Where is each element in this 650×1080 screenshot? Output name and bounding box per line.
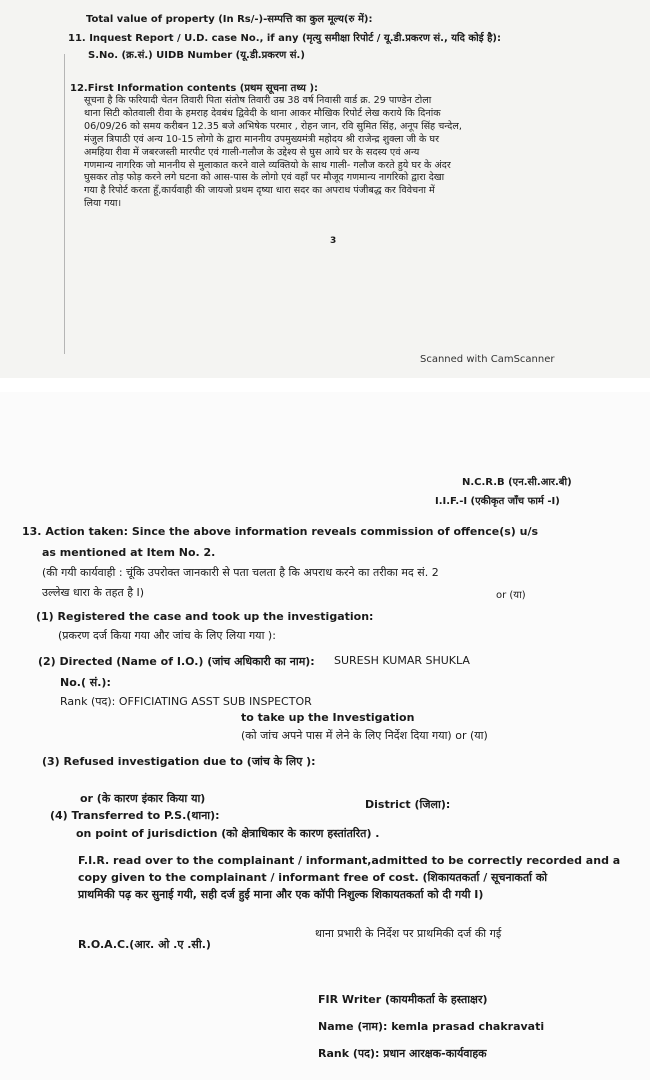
refused-reason: or (के कारण इंकार किया या) xyxy=(80,792,206,805)
fir-writer-rank: Rank (पद): प्रधान आरक्षक-कार्यवाहक xyxy=(318,1047,487,1060)
fir-read-statement xyxy=(78,852,620,903)
roac-label: R.O.A.C.(आर. ओ .ए .सी.) xyxy=(78,938,211,951)
iif-header: I.I.F.-I (एकीकृत जाँच फार्म -I) xyxy=(435,496,560,507)
text-line: मंजुल त्रिपाठी एवं अन्य 10-15 लोगो के द्वारा माननीय उपमुख्यमंत्री महोदय श्री राजेन्द्र शुक्ला जी के घर xyxy=(84,133,440,145)
page-number: 3 xyxy=(330,236,337,246)
jurisdiction-label: on point of jurisdiction (को क्षेत्राधिकार के कारण हस्तांतरित) . xyxy=(76,827,380,840)
take-up-investigation-hindi: (को जांच अपने पास में लेने के लिए निर्देश दिया गया) or (या) xyxy=(241,729,488,742)
action-taken-line2: as mentioned at Item No. 2. xyxy=(42,546,216,559)
take-up-investigation: to take up the Investigation xyxy=(241,711,415,724)
text-line: सूचना है कि फरियादी चेतन तिवारी पिता संतोष तिवारी उम्र 38 वर्ष निवासी वार्ड क्र. 29 पाण्डेन टोला xyxy=(84,95,432,106)
action-taken-line1: 13. Action taken: Since the above information reveals commission of offence(s) u/s xyxy=(22,525,539,538)
text-line: 06/09/26 को समय करीबन 12.35 बजे अभिषेक परमार , रोहन जान, रवि सुमित सिंह, अनूप सिंह चन्देल, xyxy=(84,120,462,132)
text-line: F.I.R. read over to the complainant / informant,admitted to be correctly recorded and a xyxy=(78,854,621,867)
text-line: प्राथमिकी पढ़ कर सुनाई गयी, सही दर्ज हुई माना और एक कॉपी निशुल्क शिकायतकर्ता को दी गयी I) xyxy=(78,888,484,901)
text-line: गणमान्य नागरिक जो माननीय से मुलाकात करने वाले व्यक्तियो के साथ गाली- गलौज करते हुये घर के अंदर xyxy=(84,159,451,171)
refused-investigation: (3) Refused investigation due to (जांच के लिए ): xyxy=(42,755,316,768)
camscanner-watermark: Scanned with CamScanner xyxy=(420,354,555,365)
first-information-title: 12.First Information contents (प्रथम सूचना तथ्य ): xyxy=(70,83,319,94)
scanned-page-2 xyxy=(0,392,650,1080)
ncrb-header: N.C.R.B (एन.सी.आर.बी) xyxy=(462,477,572,488)
io-name: SURESH KUMAR SHUKLA xyxy=(334,654,470,667)
inquest-report-label: 11. Inquest Report / U.D. case No., if any (मृत्यु समीक्षा रिपोर्ट / यू.डी.प्रकरण सं., यदि कोई है): xyxy=(68,33,501,44)
registered-case-option: (1) Registered the case and took up the investigation: xyxy=(36,610,374,623)
action-taken-hindi2: उल्लेख धारा के तहत है I) xyxy=(42,586,145,599)
page-fold-line xyxy=(64,54,65,354)
text-line: घुसकर तोड़ फोड़ करने लगे घटना को आस-पास के लोगो एवं वहाँ पर मौजूद गणमान्य नागरिको द्वारा देखा xyxy=(84,172,445,184)
action-taken-hindi1: (की गयी कार्यवाही : चूंकि उपरोक्त जानकारी से पता चलता है कि अपराध करने का तरीका मद सं. 2 xyxy=(42,566,439,579)
district-label: District (जिला): xyxy=(365,798,451,811)
scanned-page-1 xyxy=(0,0,650,378)
io-rank: Rank (पद): OFFICIATING ASST SUB INSPECTOR xyxy=(60,695,312,708)
text-line: थाना सिटी कोतवाली रीवा के हमराह देवबंध द्विवेदी के थाना आकर मौखिक रिपोर्ट लेख कराये कि दिनांक xyxy=(84,107,441,119)
total-value-label: Total value of property (In Rs/-)-सम्पत्ति का कुल मूल्य(रु में): xyxy=(86,14,373,25)
directed-io-label: (2) Directed (Name of I.O.) (जांच अधिकारी का नाम): xyxy=(38,655,315,668)
text-line: copy given to the complainant / informant free of cost. (शिकायतकर्ता / सूचनाकर्ता को xyxy=(78,871,548,884)
text-line: लिया गया। xyxy=(84,198,122,210)
fir-writer-signature: FIR Writer (कायमीकर्ता के हस्ताक्षर) xyxy=(318,993,488,1006)
thana-instruction: थाना प्रभारी के निर्देश पर प्राथमिकी दर्ज की गई xyxy=(315,927,502,940)
page-gap xyxy=(0,378,650,392)
text-line: गया है रिपोर्ट करता हूँ,कार्यवाही की जायजो प्रथम दृष्या धारा सदर का अपराध पंजीबद्ध कर विवेचना में xyxy=(84,185,435,197)
uidb-number-label: S.No. (क्र.सं.) UIDB Number (यू.डी.प्रकरण सं.) xyxy=(88,50,305,61)
or-label: or (या) xyxy=(496,590,526,601)
registered-case-hindi: (प्रकरण दर्ज किया गया और जांच के लिए लिया गया ): xyxy=(58,629,276,642)
io-number-label: No.( सं.): xyxy=(60,676,111,689)
text-line: अमहिया रीवा में जबरजस्ती मारपीट एवं गाली-गलौज के उद्देश्य से घुस आये घर के सदस्य एवं अन्य xyxy=(84,146,420,158)
first-information-text xyxy=(84,95,554,211)
transferred-to-ps: (4) Transferred to P.S.(थाना): xyxy=(50,809,220,822)
fir-writer-name: Name (नाम): kemla prasad chakravati xyxy=(318,1020,545,1033)
